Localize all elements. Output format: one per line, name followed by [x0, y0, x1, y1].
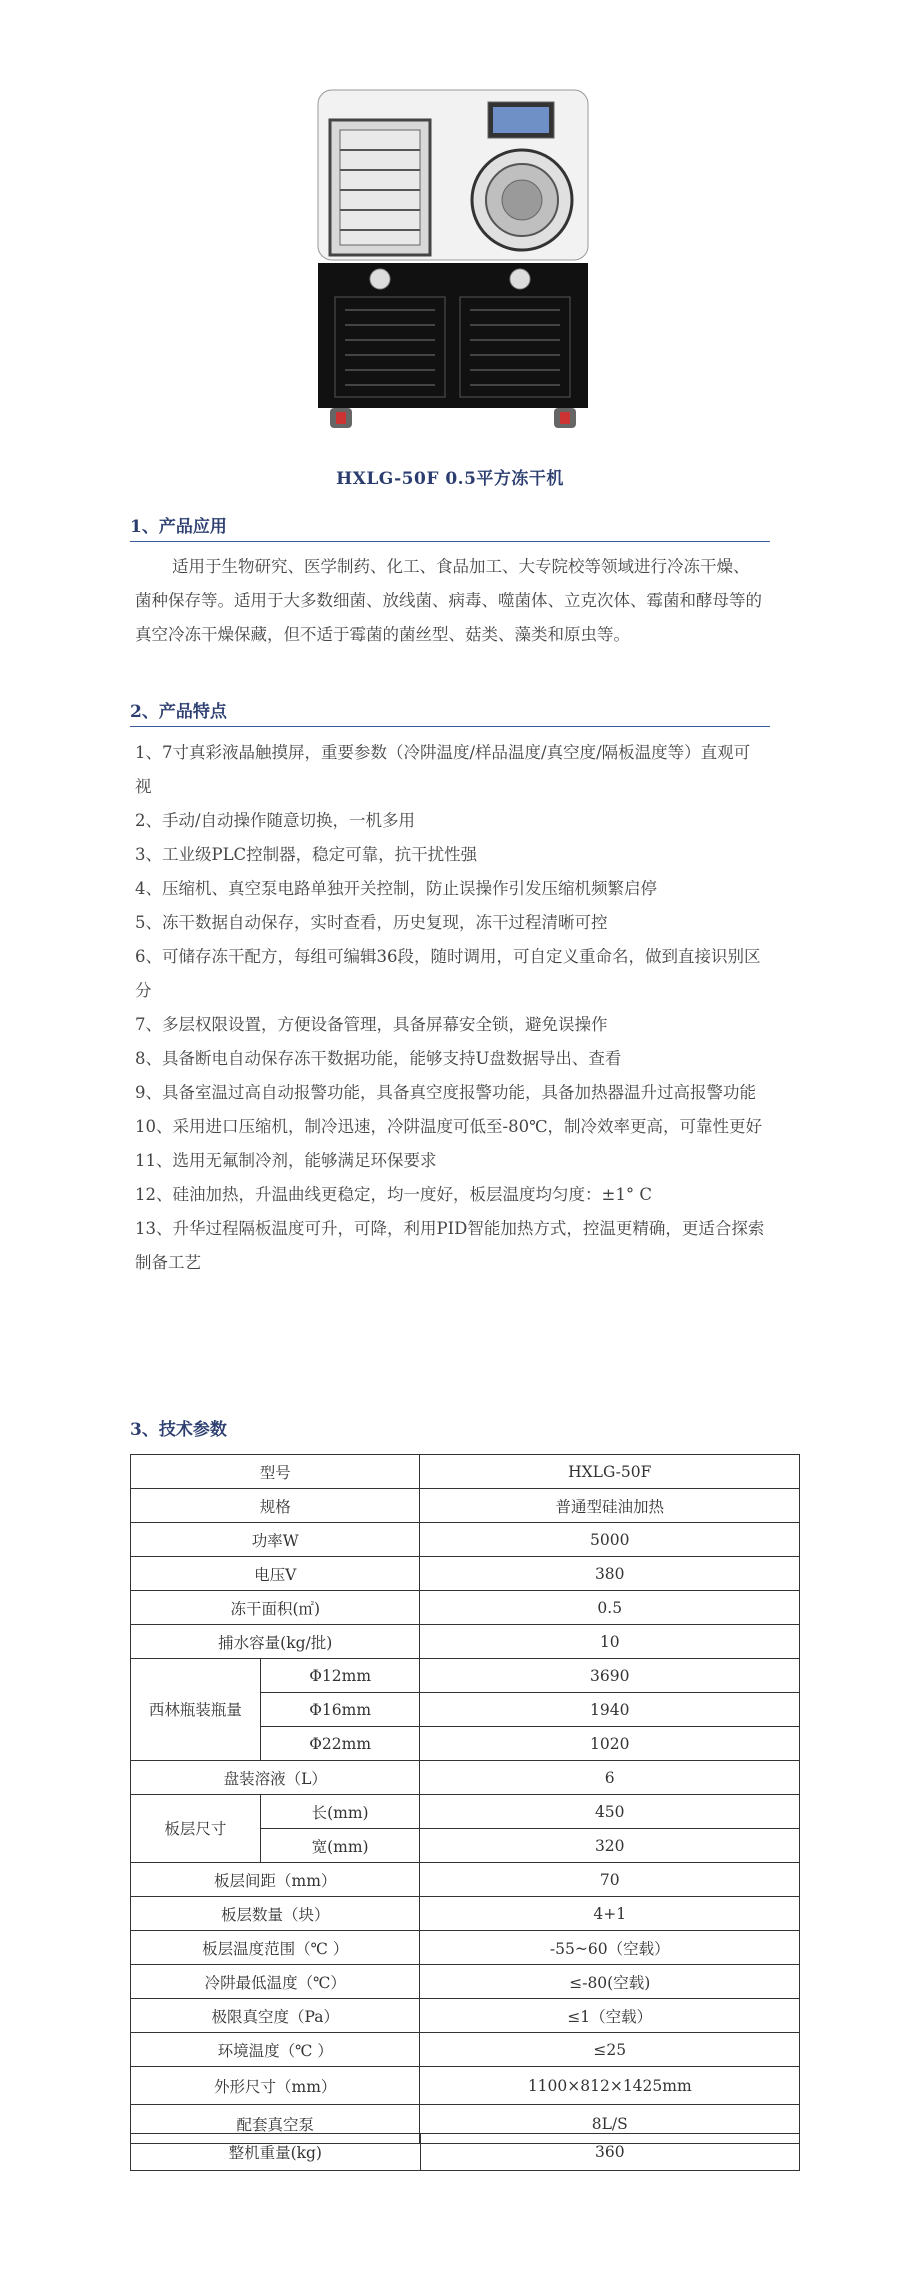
spec-label: 规格	[131, 1489, 420, 1523]
table-row	[131, 1795, 800, 1829]
spec-label: 型号	[131, 1455, 420, 1489]
spec-sublabel: Φ22mm	[260, 1727, 420, 1761]
spec-group-label: 西林瓶装瓶量	[131, 1659, 261, 1761]
application-text-block	[135, 550, 765, 652]
spec-label: 整机重量(kg)	[131, 2134, 421, 2171]
table-row	[131, 1897, 800, 1931]
spec-value: 320	[420, 1829, 800, 1863]
feature-item-3: 3、工业级PLC控制器，稳定可靠，抗干扰性强	[135, 845, 478, 864]
spec-value: ≤25	[420, 2033, 800, 2067]
spec-value: 6	[420, 1761, 800, 1795]
section-heading-application: 1、产品应用	[130, 512, 770, 542]
weight-table	[130, 2133, 800, 2171]
spec-value: 1020	[420, 1727, 800, 1761]
spec-value: 10	[420, 1625, 800, 1659]
table-row	[131, 1965, 800, 1999]
table-row	[131, 1659, 800, 1693]
spec-label: 盘装溶液（L）	[131, 1761, 420, 1795]
spec-value: 普通型硅油加热	[420, 1489, 800, 1523]
table-row	[131, 1489, 800, 1523]
table-row	[131, 2134, 800, 2171]
application-paragraph: 适用于生物研究、医学制药、化工、食品加工、大专院校等领域进行冷冻干燥、菌种保存等。适用于大多数细菌、放线菌、病毒、噬菌体、立克次体、霉菌和酵母等的真空冷冻干燥保藏，但不适于霉菌的菌丝型、菇类、藻类和原虫等。	[135, 557, 762, 644]
spec-value: ≤1（空载）	[420, 1999, 800, 2033]
spec-table	[130, 1454, 800, 2144]
feature-item-4: 4、压缩机、真空泵电路单独开关控制，防止误操作引发压缩机频繁启停	[135, 879, 657, 898]
spec-value: 5000	[420, 1523, 800, 1557]
section-heading-specs: 3、技术参数	[130, 1420, 227, 1440]
table-row	[131, 2067, 800, 2105]
spec-value: 450	[420, 1795, 800, 1829]
spec-value: ≤-80(空载)	[420, 1965, 800, 1999]
spec-value: 1940	[420, 1693, 800, 1727]
feature-item-5: 5、冻干数据自动保存，实时查看，历史复现，冻干过程清晰可控	[135, 913, 608, 932]
table-row	[131, 1863, 800, 1897]
feature-item-10: 10、采用进口压缩机，制冷迅速，冷阱温度可低至-80℃，制冷效率更高，可靠性更好	[135, 1117, 763, 1136]
spec-sublabel: 宽(mm)	[260, 1829, 420, 1863]
spec-label: 板层间距（mm）	[131, 1863, 420, 1897]
table-row	[131, 1523, 800, 1557]
spec-label: 配套真空泵	[131, 2105, 420, 2144]
spec-sublabel: 长(mm)	[260, 1795, 420, 1829]
feature-item-11: 11、选用无氟制冷剂，能够满足环保要求	[135, 1151, 437, 1170]
spec-group-label: 板层尺寸	[131, 1795, 261, 1863]
spec-sublabel: Φ12mm	[260, 1659, 420, 1693]
feature-item-2: 2、手动/自动操作随意切换，一机多用	[135, 811, 416, 830]
spec-value: 0.5	[420, 1591, 800, 1625]
spec-value: 380	[420, 1557, 800, 1591]
spec-value: 3690	[420, 1659, 800, 1693]
table-row	[131, 1999, 800, 2033]
spec-label: 冻干面积(㎡)	[131, 1591, 420, 1625]
spec-value: 8L/S	[420, 2105, 800, 2144]
spec-label: 捕水容量(kg/批)	[131, 1625, 420, 1659]
spec-label: 外形尺寸（mm）	[131, 2067, 420, 2105]
table-row	[131, 2033, 800, 2067]
table-row	[131, 1455, 800, 1489]
feature-item-9: 9、具备室温过高自动报警功能，具备真空度报警功能，具备加热器温升过高报警功能	[135, 1083, 756, 1102]
spec-value: -55~60（空载）	[420, 1931, 800, 1965]
spec-label: 板层温度范围（℃ ）	[131, 1931, 420, 1965]
spec-label: 电压V	[131, 1557, 420, 1591]
spec-label: 功率W	[131, 1523, 420, 1557]
feature-item-12: 12、硅油加热，升温曲线更稳定，均一度好，板层温度均匀度：±1° C	[135, 1185, 652, 1204]
spec-value: 4+1	[420, 1897, 800, 1931]
product-caption: HXLG-50F 0.5平方冻干机	[336, 469, 564, 489]
freeze-dryer-photo	[310, 85, 595, 435]
spec-value: 1100×812×1425mm	[420, 2067, 800, 2105]
feature-item-7: 7、多层权限设置，方便设备管理，具备屏幕安全锁，避免误操作	[135, 1015, 608, 1034]
spec-label: 极限真空度（Pa）	[131, 1999, 420, 2033]
feature-item-6: 6、可储存冻干配方，每组可编辑36段，随时调用，可自定义重命名，做到直接识别区分	[135, 947, 761, 1000]
table-row	[131, 1557, 800, 1591]
spec-label: 环境温度（℃ ）	[131, 2033, 420, 2067]
feature-item-13: 13、升华过程隔板温度可升，可降，利用PID智能加热方式，控温更精确，更适合探索制备工艺	[135, 1219, 765, 1272]
feature-item-8: 8、具备断电自动保存冻干数据功能，能够支持U盘数据导出、查看	[135, 1049, 622, 1068]
spec-label: 冷阱最低温度（℃）	[131, 1965, 420, 1999]
spec-value: 70	[420, 1863, 800, 1897]
section-heading-features: 2、产品特点	[130, 697, 770, 727]
table-row	[131, 1931, 800, 1965]
spec-value: HXLG-50F	[420, 1455, 800, 1489]
spec-label: 板层数量（块）	[131, 1897, 420, 1931]
table-row	[131, 1591, 800, 1625]
features-list	[135, 736, 765, 1280]
spec-sublabel: Φ16mm	[260, 1693, 420, 1727]
table-row	[131, 1625, 800, 1659]
feature-item-1: 1、7寸真彩液晶触摸屏，重要参数（冷阱温度/样品温度/真空度/隔板温度等）直观可视	[135, 743, 751, 796]
spec-value: 360	[420, 2134, 799, 2171]
table-row	[131, 1761, 800, 1795]
